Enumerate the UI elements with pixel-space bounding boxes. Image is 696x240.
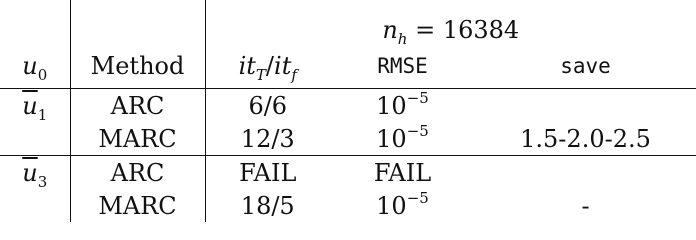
header-it-b-sub: f [291,65,297,84]
row-iterations: 12/3 [205,122,330,156]
header-it-a: it [238,52,256,80]
header-it-b: it [274,52,292,80]
rmse-exp: −5 [406,121,429,140]
column-header-row [0,44,696,89]
rmse-exp: −5 [406,188,429,207]
u-sub: 3 [37,172,48,191]
row-method: ARC [70,89,205,123]
row-save: 1.5-2.0-2.5 [475,122,696,156]
u-sub: 1 [37,105,48,124]
super-header-row [0,0,696,44]
row-rmse [330,189,475,222]
u-bar: $\overline{u}$ [22,91,38,120]
rmse-base: 10 [376,191,407,220]
header-save: save [475,44,696,89]
row-save [475,156,696,190]
header-it-slash: / [265,52,275,80]
row-iterations: FAIL [239,158,297,187]
nh-value: = 16384 [415,16,520,44]
rmse-exp: −5 [406,88,429,107]
super-header-empty-method [70,0,205,44]
header-rmse: RMSE [330,44,475,89]
row-u [0,89,70,123]
row-rmse [330,89,475,123]
rmse-base: 10 [376,124,407,153]
row-rmse [330,122,475,156]
table-row [0,122,696,156]
header-method: Method [70,44,205,89]
rmse-base: 10 [376,91,407,120]
nh-header [205,0,696,48]
row-rmse: FAIL [373,158,432,187]
row-u [0,156,70,190]
header-u0 [0,44,70,89]
header-u0-base: u [22,52,38,80]
row-save [475,89,696,123]
table-row [0,89,696,123]
row-u [0,122,70,156]
row-u [0,189,70,222]
table-row [0,189,696,222]
row-method: ARC [70,156,205,190]
header-iterations [205,44,330,89]
super-header-empty-u0 [0,0,70,44]
row-method: MARC [70,122,205,156]
row-method: MARC [70,189,205,222]
header-u0-sub: 0 [37,65,48,84]
row-iterations: 18/5 [240,191,295,220]
nh-subscript: h [397,29,408,48]
header-it-a-sub: T [255,65,266,84]
table-row [0,156,696,190]
row-save: - [581,191,590,220]
nh-symbol: n [382,16,398,44]
row-iterations: 6/6 [248,91,288,120]
u-bar: $\overline{u}$ [22,158,38,187]
